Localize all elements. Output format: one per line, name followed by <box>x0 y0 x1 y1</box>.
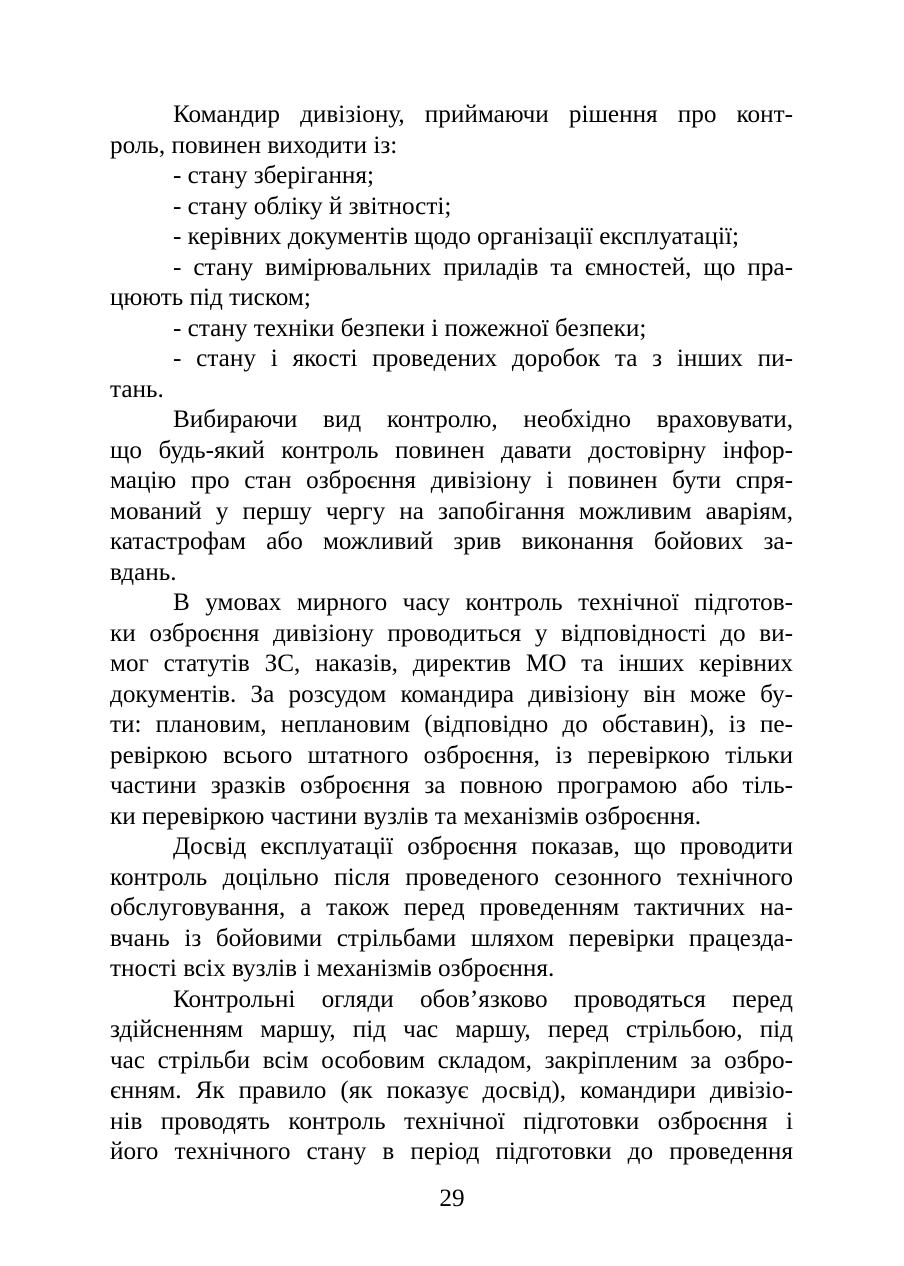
text-line: вдань. <box>110 558 177 586</box>
text-line: тності всіх вузлів і механізмів озброєння. <box>110 955 555 982</box>
text-line: єнням. Як правило (як показує досвід), командири дивізіо- <box>110 1077 793 1104</box>
text-line: його технічного стану в період підготовки до проведення <box>110 1138 793 1165</box>
list-item: - стану обліку й звітності; <box>173 192 452 220</box>
text-line: нів проводять контроль технічної підготовки озброєння і <box>110 1107 793 1135</box>
list-item: - стану і якості проведених доробок та з інших пи- <box>173 345 793 372</box>
text-line: ки озброєння дивізіону проводиться у відповідності до ви- <box>110 619 793 647</box>
text-line: роль, повинен виходити із: <box>110 131 398 159</box>
list-item: - стану зберігання; <box>173 162 374 189</box>
text-line: цюють під тиском; <box>110 284 311 311</box>
text-line: що будь-який контроль повинен давати достовірну інфор- <box>110 436 793 464</box>
list-item: - керівних документів щодо організації експлуатації; <box>173 223 739 250</box>
text-line: документів. За розсудом командира дивізіону він може бу- <box>110 680 793 708</box>
text-line: час стрільби всім особовим складом, закріпленим за озбро- <box>110 1046 793 1074</box>
text-line: мований у першу чергу на запобігання можливим аваріям, <box>110 497 793 525</box>
text-line: катастрофам або можливий зрив виконання бойових за- <box>110 528 793 555</box>
text-line: мог статутів ЗС, наказів, директив МО та інших керівних <box>110 650 793 677</box>
text-line: Вибираючи вид контролю, необхідно враховувати, <box>173 406 793 433</box>
text-line: Досвід експлуатації озброєння показав, що проводити <box>173 833 793 860</box>
page-number: 29 <box>439 1185 465 1212</box>
text-line: здійсненням маршу, під час маршу, перед стрільбою, під <box>110 1016 793 1043</box>
text-line: Командир дивізіону, приймаючи рішення про конт- <box>173 101 793 128</box>
text-line: ки перевіркою частини вузлів та механізмів озброєння. <box>110 802 702 830</box>
text-line: контроль доцільно після проведеного сезонного технічного <box>110 863 793 891</box>
text-line: вчань із бойовими стрільбами шляхом перевірки працезда- <box>110 924 793 952</box>
text-line: тань. <box>110 375 164 403</box>
text-line: В умовах мирного часу контроль технічної підготов- <box>173 589 793 616</box>
text-line: обслуговування, а також перед проведенням тактичних на- <box>110 894 793 921</box>
text-line: частини зразків озброєння за повною програмою або тіль- <box>110 772 793 799</box>
list-item: - стану техніки безпеки і пожежної безпеки; <box>173 314 647 342</box>
document-body <box>110 100 793 1168</box>
text-line: Контрольні огляди обов’язково проводяться перед <box>173 985 793 1013</box>
list-item: - стану вимірювальних приладів та ємностей, що пра- <box>173 253 793 281</box>
text-line: ревіркою всього штатного озброєння, із перевіркою тільки <box>110 741 793 769</box>
text-line: мацію про стан озброєння дивізіону і повинен бути спря- <box>110 467 793 494</box>
text-line: ти: плановим, неплановим (відповідно до обставин), із пе- <box>110 711 793 738</box>
